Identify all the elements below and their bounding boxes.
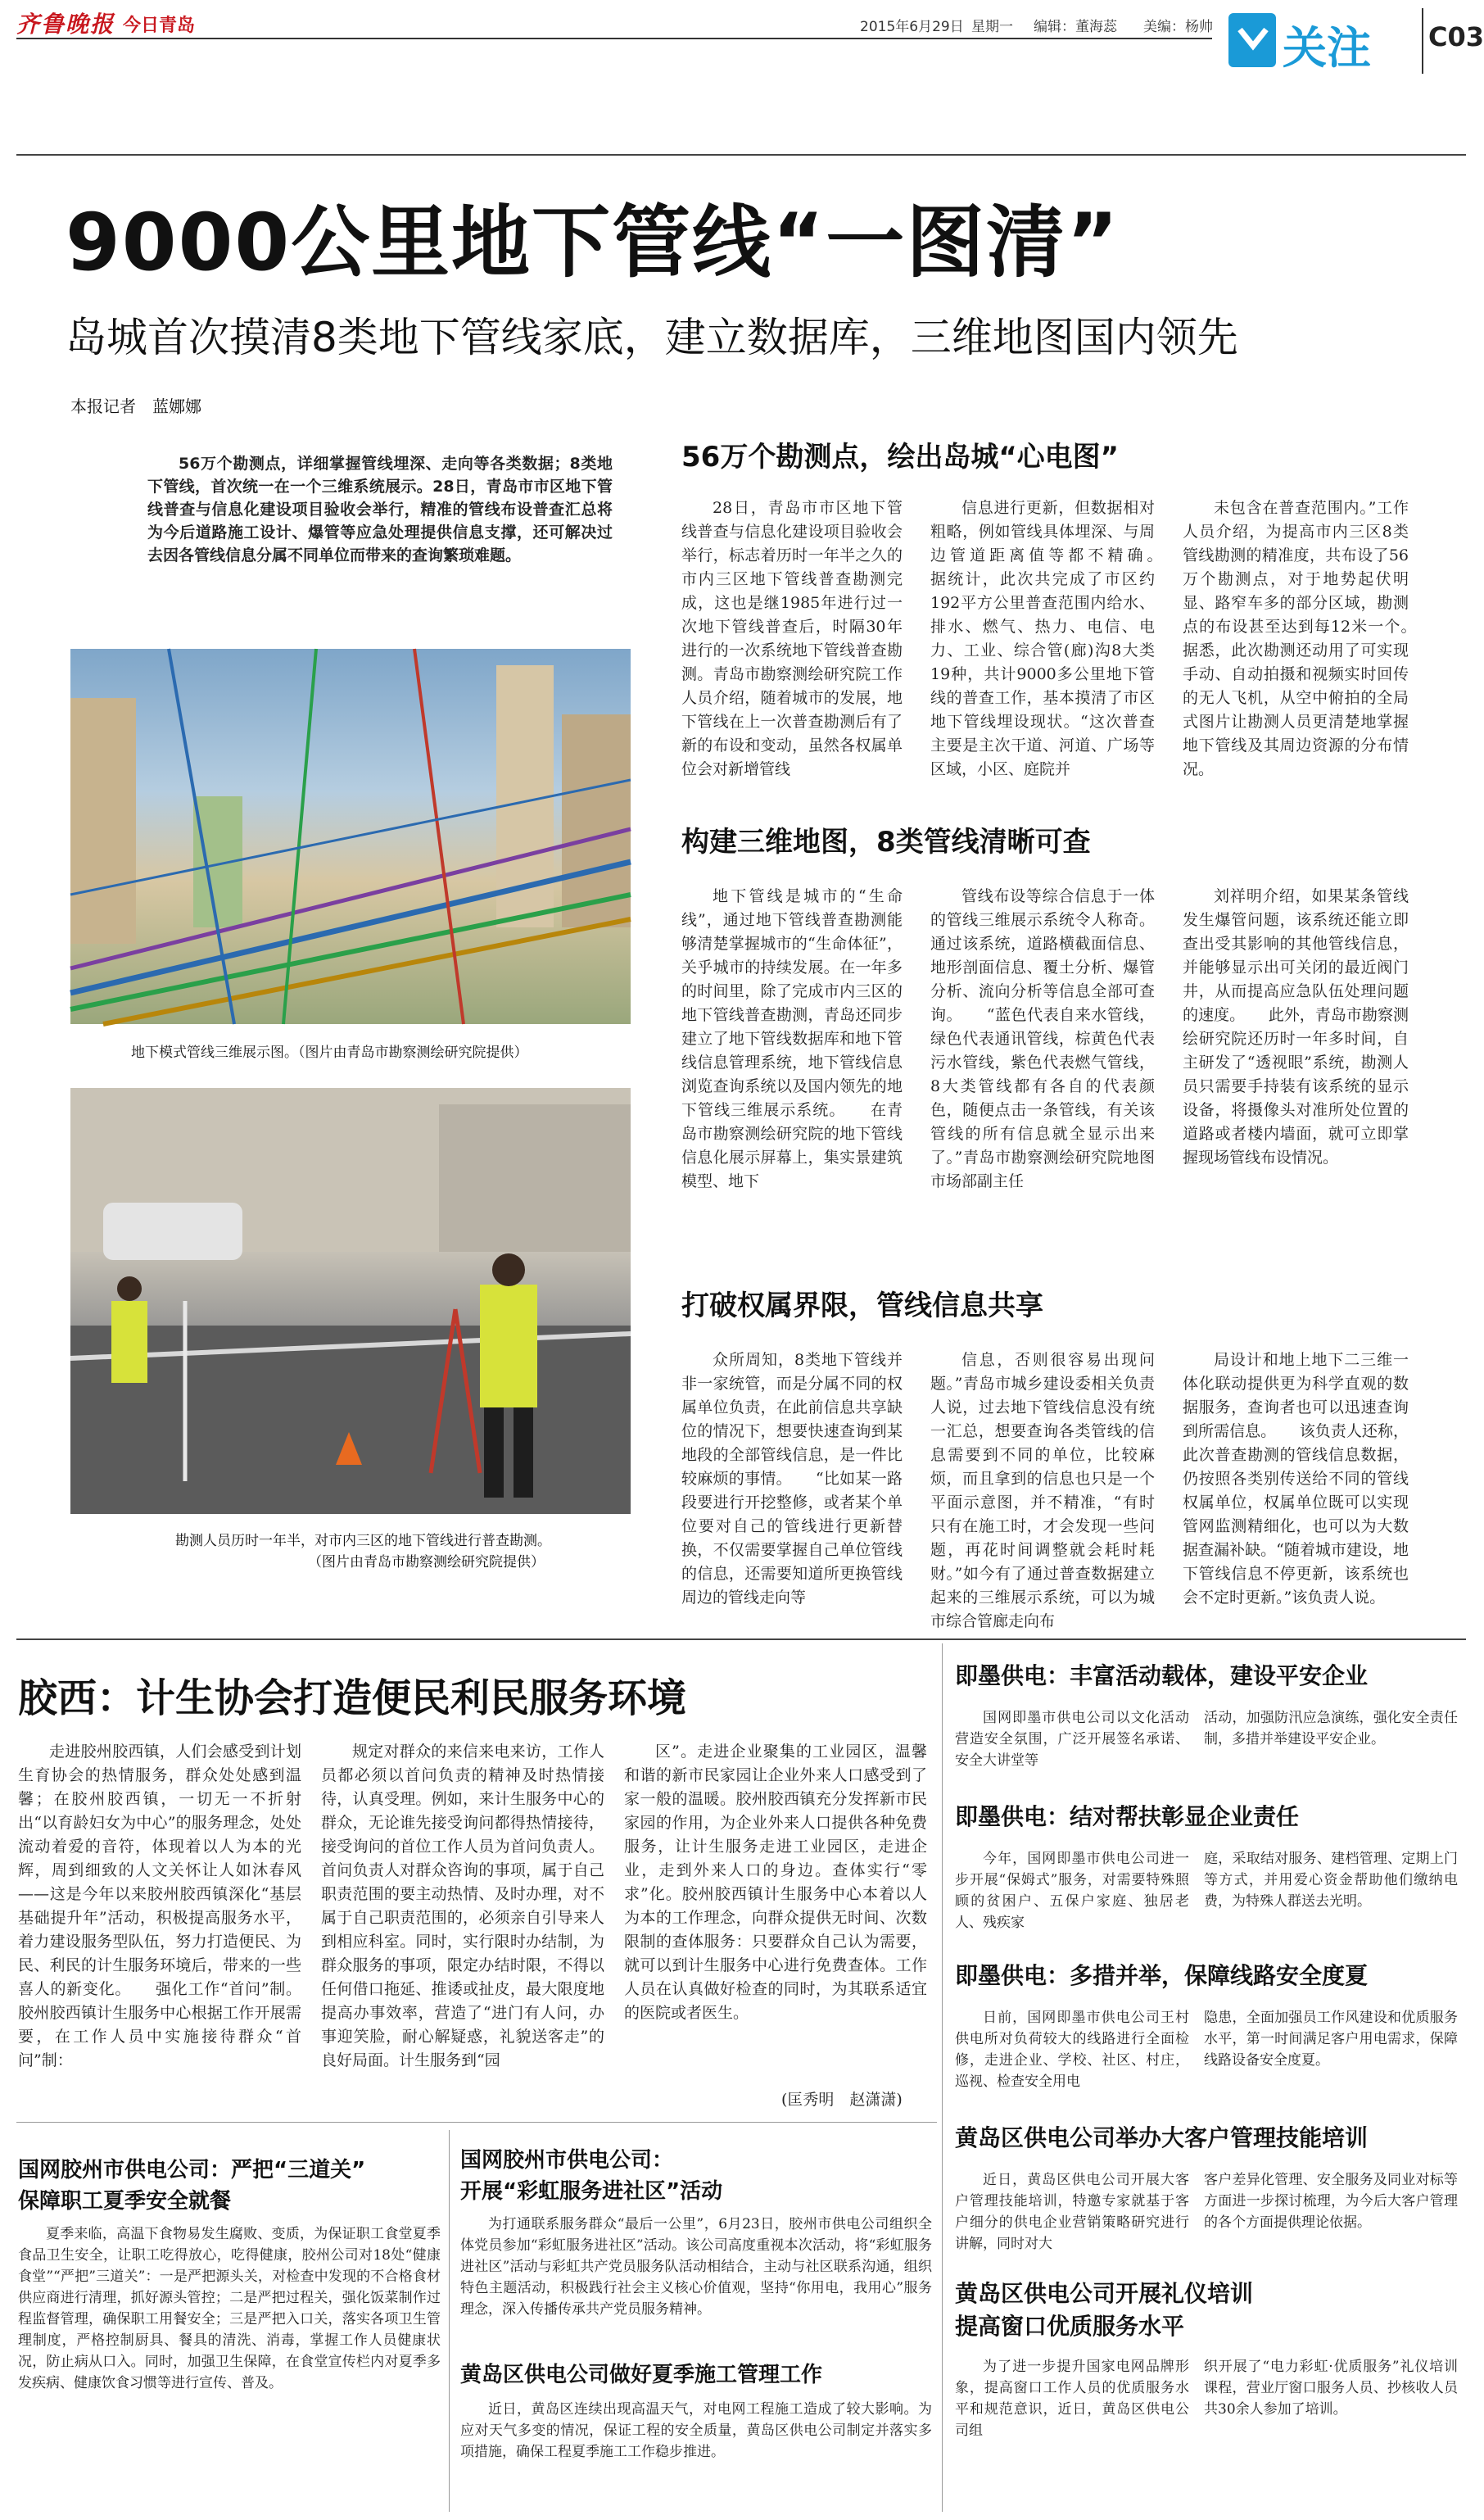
headline: 9000公里地下管线“一图清” (66, 197, 1120, 288)
huangdao-training-body-b: 客户差异化管理、安全服务及同业对标等方面进一步探讨梳理，为今后大客户管理的各个方面提供理论依据。 (1204, 2172, 1458, 2231)
section-label: 今日青岛 (123, 16, 196, 36)
huangdao-etiquette-body-b: 织开展了“电力彩虹·优质服务”礼仪培训课程，营业厅窗口服务人员、抄核收人员共30余人参加了培训。 (1204, 2359, 1458, 2418)
section3-col3: 局设计和地上地下二三维一体化联动提供更为科学直观的数据服务，查询者也可以迅速查询到所需信息。 该负责人还称，此次普查勘测的管线信息数据，仍按照各类别传送给不同的管线权属单位，权属单位既可以实现管网监测精细化，也可以为大数据查漏补缺。“随着城市建设，地下管线信息不停更新，该系统也会不定时更新。”该负责人说。 (1183, 1351, 1409, 1607)
pipeline-3d-photo (70, 649, 631, 1024)
jimo2-title: 即墨供电：结对帮扶彰显企业责任 (955, 1803, 1300, 1830)
rainbow-body: 为打通联系服务群众“最后一公里”，6月23日，胶州市供电公司组织全体党员参加“彩虹服务进社区”活动。该公司高度重视本次活动，将“彩虹服务进社区”活动与彩虹共产党员服务队活动相结合，主动与社区联系沟通，组织特色主题活动，积极践行社会主义核心价值观，坚持“你用电，我用心”服务理念，深入传播传承共产党员服务精神。 (460, 2216, 932, 2318)
jiaoxi-col1: 走进胶州胶西镇，人们会感受到计划生育协会的热情服务，群众处处感到温馨；在胶州胶西镇，一切无一不折射出“以育龄妇女为中心”的服务理念，处处流动着爱的音符，体现着以人为本的光辉，周到细致的人文关怀让人如沐春风——这是今年以来胶州胶西镇深化“基层基础提升年”活动，积极提高服务水平，着力建设服务型队伍，努力打造便民、为民、利民的计生服务环境后，带来的一些喜人的新变化。 强化工作“首问”制。胶州胶西镇计生服务中心根据工作开展需要，在工作人员中实施接待群众“首问”制： (18, 1743, 301, 2069)
page-divider (1422, 8, 1423, 74)
canteen-title-1: 国网胶州市供电公司：严把“三道关” (18, 2158, 366, 2182)
section3-title: 打破权属界限，管线信息共享 (681, 1289, 1043, 1322)
header-rule (16, 38, 1212, 39)
section2-title: 构建三维地图，8类管线清晰可查 (681, 826, 1091, 859)
huangdao-training-title: 黄岛区供电公司举办大客户管理技能培训 (955, 2124, 1369, 2151)
jiaoxi-col2: 规定对群众的来信来电来访，工作人员都必须以首问负责的精神及时热情接待，认真受理。例如，来计生服务中心的群众，无论谁先接受询问都得热情接待，接受询问的首位工作人员为首问负责人。首问负责人对群众咨询的事项，属于自己职责范围的要主动热情、及时办理，对不属于自己职责范围的，必须亲自引导来人到相应科室。同时，实行限时办结制，为群众服务的事项，限定办结时限，不得以任何借口拖延、推诿或扯皮，最大限度地提高办事效率，营造了“进门有人问，办事迎笑脸，耐心解疑惑，礼貌送客走”的良好局面。计生服务到“园 (321, 1743, 604, 2069)
jimo2-body-a: 今年，国网即墨市供电公司进一步开展“保姆式”服务，对需要特殊照顾的贫困户、五保户家庭、独居老人、残疾家 (955, 1851, 1189, 1931)
focus-label: 关注 (1283, 22, 1371, 74)
jimo1-body-a: 国网即墨市供电公司以文化活动营造安全氛围，广泛开展签名承诺、安全大讲堂等 (955, 1710, 1189, 1769)
jiaoxi-title: 胶西：计生协会打造便民利民服务环境 (18, 1675, 687, 1721)
page-number: C03 (1428, 21, 1484, 52)
section3-col1: 众所周知，8类地下管线并非一家统管，而是分属不同的权属单位负责，在此前信息共享缺位的情况下，想要快速查询到某地段的全部管线信息，是一件比较麻烦的事情。 “比如某一路段要进行开挖整修，或者某个单位要对自己的管线进行更新替换，不仅需要掌握自己单位管线的信息，还需要知道所更换管线周边的管线走向等 (681, 1351, 903, 1607)
rainbow-title-2: 开展“彩虹服务进社区”活动 (460, 2179, 723, 2204)
huangdao-summer-title: 黄岛区供电公司做好夏季施工管理工作 (460, 2363, 823, 2387)
bottom-column-divider (942, 1643, 943, 2512)
huangdao-etiquette-title-2: 提高窗口优质服务水平 (955, 2313, 1185, 2340)
jimo1-body-b: 活动，加强防汛应急演练，强化安全责任制，多措并举建设平安企业。 (1204, 1710, 1458, 1747)
issue-date: 2015年6月29日 (860, 19, 964, 35)
byline: 本报记者 蓝娜娜 (70, 397, 201, 416)
photo1-caption: 地下模式管线三维展示图。（图片由青岛市勘察测绘研究院提供） (131, 1045, 528, 1061)
section2-col3: 刘祥明介绍，如果某条管线发生爆管问题，该系统还能立即查出受其影响的其他管线信息，并能够显示出可关闭的最近阀门井，从而提高应急队伍处理问题的速度。 此外，青岛市勘察测绘研究院还历时一年多时间，自主研发了“透视眼”系统，勘测人员只需要手持装有该系统的显示设备，将摄像头对准所处位置的道路或者楼内墙面，就可立即掌握现场管线布设情况。 (1183, 887, 1409, 1167)
jimo3-title: 即墨供电：多措并举，保障线路安全度夏 (955, 1962, 1369, 1989)
designer-credit: 美编：杨帅 (1143, 19, 1213, 35)
huangdao-summer-body: 近日，黄岛区连续出现高温天气，对电网工程施工造成了较大影响。为应对天气多变的情况，保证工程的安全质量，黄岛区供电公司制定并落实多项措施，确保工程夏季施工工作稳步推进。 (460, 2401, 932, 2460)
bottom-left-divider (449, 2130, 450, 2512)
jimo3-body-a: 日前，国网即墨市供电公司王村供电所对负荷较大的线路进行全面检修，走进企业、学校、社区、村庄，巡视、检查安全用电 (955, 2010, 1189, 2090)
subheadline: 岛城首次摸清8类地下管线家底，建立数据库，三维地图国内领先 (66, 314, 1238, 361)
jiaoxi-bottom-rule (16, 2122, 937, 2123)
section1-col3: 未包含在普查范围内。”工作人员介绍，为提高市内三区8类管线勘测的精准度，共布设了56万个勘测点，对于地势起伏明显、路窄车多的部分区域，勘测点的布设甚至达到每12米一个。 据悉，此次勘测还动用了可实现手动、自动拍摄和视频实时回传的无人飞机，从空中俯拍的全局式图片让勘测人员更清楚地掌握地下管线及其周边资源的分布情况。 (1183, 499, 1441, 778)
issue-weekday: 星期一 (971, 19, 1013, 35)
focus-icon (1228, 13, 1276, 67)
jimo1-title: 即墨供电：丰富活动载体，建设平安企业 (955, 1662, 1369, 1689)
section2-col1: 地下管线是城市的“生命线”，通过地下管线普查勘测能够清楚掌握城市的“生命体征”，关乎城市的持续发展。在一年多的时间里，除了完成市内三区的地下管线普查勘测，青岛还同步建立了地下管线数据库和地下管线信息管理系统，地下管线信息浏览查询系统以及国内领先的地下管线三维展示系统。 在青岛市勘察测绘研究院的地下管线信息化展示屏幕上，集实景建筑模型、地下 (681, 887, 903, 1190)
section1-col1: 28日，青岛市市区地下管线普查与信息化建设项目验收会举行，标志着历时一年半之久的市内三区地下管线普查勘测完成，这也是继1985年进行过一次地下管线普查后，时隔30年进行的一次系统地下管线普查勘测。青岛市勘察测绘研究院工作人员介绍，随着城市的发展，地下管线在上一次普查勘测后有了新的布设和变动，虽然各权属单位会对新增管线 (681, 499, 903, 778)
jimo2-body-b: 庭，采取结对服务、建档管理、定期上门等方式，并用爱心资金帮助他们缴纳电费，为特殊人群送去光明。 (1204, 1851, 1458, 1910)
bottom-top-rule (16, 1638, 1466, 1640)
huangdao-training-body-a: 近日，黄岛区供电公司开展大客户管理技能培训，特邀专家就基于客户细分的供电企业营销策略研究进行讲解，同时对大 (955, 2172, 1189, 2252)
photo2-caption-line2: （图片由青岛市勘察测绘研究院提供） (308, 1554, 545, 1570)
canteen-title-2: 保障职工夏季安全就餐 (18, 2189, 232, 2214)
huangdao-etiquette-body-a: 为了进一步提升国家电网品牌形象，提高窗口工作人员的优质服务水平和规范意识，近日，黄岛区供电公司组 (955, 2359, 1189, 2439)
section2-col2: 管线布设等综合信息于一体的管线三维展示系统令人称奇。通过该系统，道路横截面信息、地形剖面信息、覆土分析、爆管分析、流向分析等信息全部可查询。 “蓝色代表自来水管线，绿色代表通讯管线，棕黄色代表污水管线，紫色代表燃气管线，8大类管线都有各自的代表颜色，随便点击一条管线，有关该管线的所有信息就全显示出来了。”青岛市勘察测绘研究院地图市场部副主任 (930, 887, 1155, 1190)
jiaoxi-col3: 区”。走进企业聚集的工业园区，温馨和谐的新市民家园让企业外来人口感受到了家一般的温暖。胶州胶西镇充分发挥新市民家园的作用，为企业外来人口提供各种免费服务，让计生服务走进工业园区，走进企业，走到外来人口的身边。查体实行“零求”化。胶州胶西镇计生服务中心本着以人为本的工作理念，向群众提供无时间、次数限制的查体服务：只要群众自己认为需要，就可以到计生服务中心进行免费查体。工作人员在认真做好检查的同时，为其联系适宜的医院或者医生。 (624, 1743, 927, 2022)
jimo3-body-b: 隐患，全面加强员工作风建设和优质服务水平，第一时间满足客户用电需求，保障线路设备安全度夏。 (1204, 2010, 1458, 2069)
focus-badge (1228, 7, 1414, 75)
canteen-body: 夏季来临，高温下食物易发生腐败、变质，为保证职工食堂夏季食品卫生安全，让职工吃得放心，吃得健康，胶州公司对18处“健康食堂”“严把”三道关”：一是严把源头关，对检查中发现的不合格食材供应商进行清理，抓好源头管控；二是严把过程关，强化饭菜制作过程监督管理，确保职工用餐安全；三是严把入口关，落实各项卫生管理制度，严格控制厨具、餐具的清洗、消毒，掌握工作人员健康状况，防止病从口入。同时，加强卫生保障，在食堂宣传栏内对夏季多发疾病、健康饮食习惯等进行宣传、普及。 (18, 2226, 441, 2391)
masthead-logo: 齐鲁晚报 (16, 11, 115, 38)
section1-col2: 信息进行更新，但数据相对粗略，例如管线具体埋深、与周边管道距离值等都不精确。 据统计，此次共完成了市区约192平方公里普查范围内给水、排水、燃气、热力、电信、电力、工业、综合管(廊)沟8大类19种，共计9000多公里地下管线的普查工作，基本摸清了市区地下管线埋设现状。“这次普查主要是主次干道、河道、广场等区域，小区、庭院并 (930, 499, 1187, 778)
surveyors-photo (70, 1088, 631, 1514)
top-rule (16, 154, 1466, 156)
lead-paragraph: 56万个勘测点，详细掌握管线埋深、走向等各类数据；8类地下管线，首次统一在一个三维系统展示。28日，青岛市市区地下管线普查与信息化建设项目验收会举行，精准的管线布设普查汇总将为今后道路施工设计、爆管等应急处理提供信息支撑，还可解决过去因各管线信息分属不同单位而带来的查询繁琐难题。 (147, 455, 613, 564)
section3-col2: 信息，否则很容易出现问题。”青岛市城乡建设委相关负责人说，过去地下管线信息没有统一汇总，想要查询各类管线的信息需要到不同的单位，比较麻烦，而且拿到的信息也只是一个平面示意图，并不精准，“有时只有在施工时，才会发现一些问题，再花时间调整就会耗时耗财。”如今有了通过普查数据建立起来的三维展示系统，可以为城市综合管廊走向布 (930, 1351, 1155, 1630)
rainbow-title-1: 国网胶州市供电公司： (460, 2148, 674, 2173)
editor-credit: 编辑：董海蕊 (1034, 19, 1117, 35)
huangdao-etiquette-title-1: 黄岛区供电公司开展礼仪培训 (955, 2280, 1254, 2307)
section1-title: 56万个勘测点，绘出岛城“心电图” (681, 441, 1120, 474)
jiaoxi-signoff: (匡秀明 赵潇潇) (781, 2091, 903, 2109)
photo2-caption-line1: 勘测人员历时一年半，对市内三区的地下管线进行普查勘测。 (175, 1533, 551, 1549)
